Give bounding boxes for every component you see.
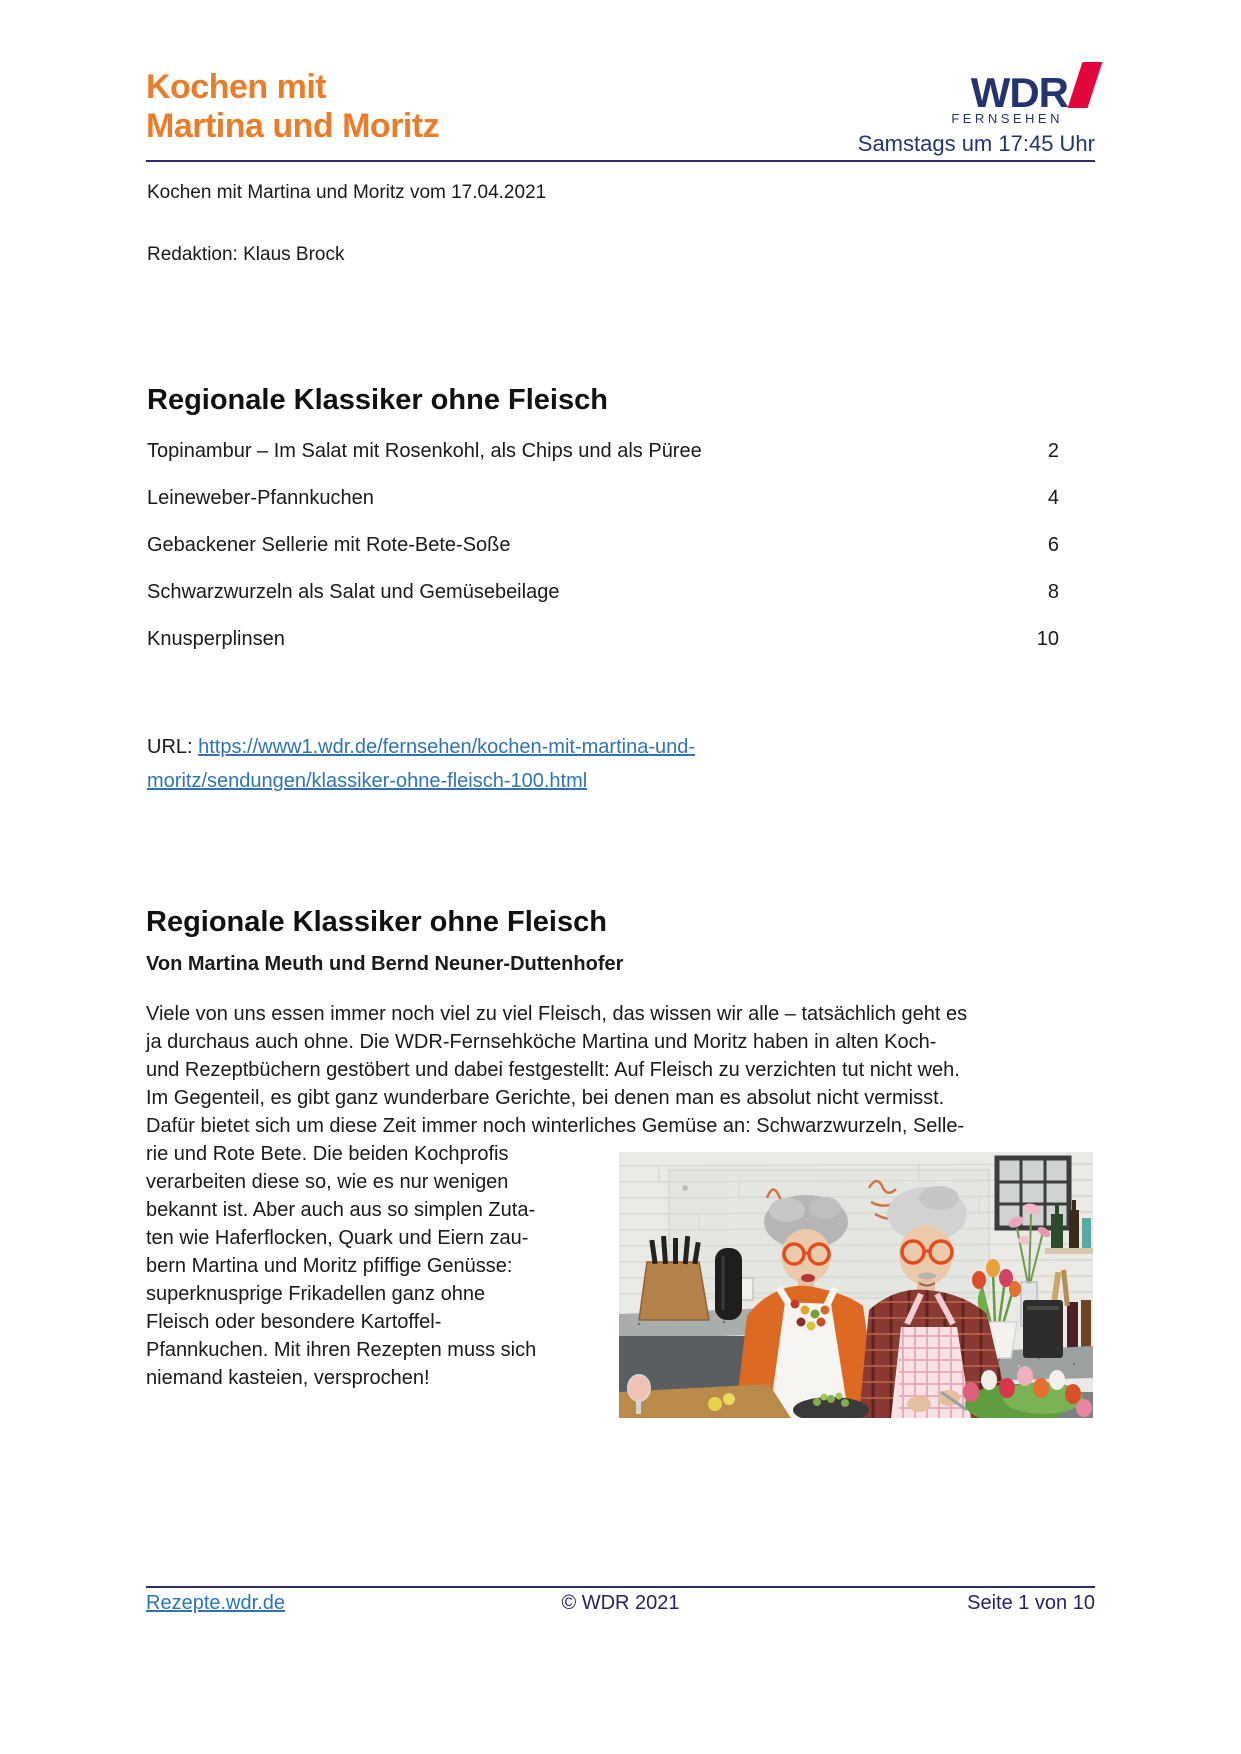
article-byline: Von Martina Meuth und Bernd Neuner-Duttenhofer bbox=[146, 953, 624, 975]
show-logo-line1: Kochen mit bbox=[146, 68, 327, 106]
toc-entry bbox=[147, 628, 1059, 650]
wdr-fernsehen-label: FERNSEHEN bbox=[951, 111, 1063, 126]
toc-entry-title: Topinambur – Im Salat mit Rosenkohl, als Chips und als Püree bbox=[147, 440, 702, 462]
body-line: und Rezeptbüchern gestöbert und dabei festgestellt: Auf Fleisch zu verzichten tut nicht weh. bbox=[146, 1059, 960, 1081]
toc-entry-title: Leineweber-Pfannkuchen bbox=[147, 487, 374, 509]
body-line: Pfannkuchen. Mit ihren Rezepten muss sich bbox=[146, 1339, 537, 1361]
toc-entry-title: Schwarzwurzeln als Salat und Gemüsebeilage bbox=[147, 581, 560, 603]
toc-entry bbox=[147, 440, 1059, 462]
body-line: bekannt ist. Aber auch aus so simplen Zuta- bbox=[146, 1199, 536, 1221]
kitchen-photo bbox=[619, 1152, 1093, 1418]
footer-rule bbox=[146, 1586, 1095, 1588]
wdr-logo bbox=[858, 62, 1095, 116]
body-line: niemand kasteien, versprochen! bbox=[146, 1367, 430, 1389]
article bbox=[146, 905, 1095, 1392]
editor-line: Redaktion: Klaus Brock bbox=[147, 244, 345, 265]
article-title: Regionale Klassiker ohne Fleisch bbox=[146, 906, 607, 938]
wdr-wordmark: WDR bbox=[970, 69, 1068, 116]
toc-entry bbox=[147, 487, 1059, 509]
body-line: Fleisch oder besondere Kartoffel- bbox=[146, 1311, 442, 1333]
toc-entry-page: 10 bbox=[1036, 628, 1059, 650]
rezepte-wdr-link[interactable]: Rezepte.wdr.de bbox=[146, 1592, 285, 1614]
toc-entry-title: Gebackener Sellerie mit Rote-Bete-Soße bbox=[147, 534, 511, 556]
url-block bbox=[147, 730, 695, 798]
toc-entry-page: 8 bbox=[1047, 581, 1059, 603]
footer bbox=[146, 1592, 1095, 1615]
toc-entry-page: 4 bbox=[1047, 487, 1059, 509]
toc-entry bbox=[147, 534, 1059, 556]
url-label: URL: bbox=[147, 736, 199, 758]
header-rule bbox=[146, 160, 1095, 162]
body-line: verarbeiten diese so, wie es nur wenigen bbox=[146, 1171, 509, 1193]
show-logo-line2: Martina und Moritz bbox=[146, 107, 440, 145]
body-line: Dafür bietet sich um diese Zeit immer noch winterliches Gemüse an: Schwarzwurzeln, Selle- bbox=[146, 1115, 965, 1137]
episode-url-link-line2[interactable]: moritz/sendungen/klassiker-ohne-fleisch-100.html bbox=[147, 770, 588, 792]
toc-entry-page: 6 bbox=[1047, 534, 1059, 556]
body-line: superknusprige Frikadellen ganz ohne bbox=[146, 1283, 486, 1305]
broadcast-time: Samstags um 17:45 Uhr bbox=[857, 131, 1095, 156]
toc-entry bbox=[147, 581, 1059, 603]
wdr-brand-block bbox=[858, 62, 1095, 157]
copyright: © WDR 2021 bbox=[561, 1592, 680, 1614]
body-line: ja durchaus auch ohne. Die WDR-Fernsehköche Martina und Moritz haben in alten Koch- bbox=[146, 1031, 937, 1053]
body-line: Im Gegenteil, es gibt ganz wunderbare Gerichte, bei denen man es absolut nicht vermisst. bbox=[146, 1087, 945, 1109]
show-logo bbox=[146, 68, 439, 146]
episode-url-link[interactable]: https://www1.wdr.de/fernsehen/kochen-mit-martina-und- bbox=[198, 736, 696, 758]
toc-entry-title: Knusperplinsen bbox=[147, 628, 285, 650]
toc-entry-page: 2 bbox=[1047, 440, 1059, 462]
wdr-logo-slash-icon bbox=[1068, 62, 1103, 108]
body-line: Viele von uns essen immer noch viel zu viel Fleisch, das wissen wir alle – tatsächlich geht es bbox=[146, 1003, 968, 1025]
toc-title: Regionale Klassiker ohne Fleisch bbox=[147, 384, 608, 416]
body-line: rie und Rote Bete. Die beiden Kochprofis bbox=[146, 1143, 509, 1165]
table-of-contents bbox=[147, 380, 1059, 675]
body-line: ten wie Haferflocken, Quark und Eiern zau- bbox=[146, 1227, 529, 1249]
episode-line: Kochen mit Martina und Moritz vom 17.04.2021 bbox=[147, 182, 547, 203]
page-indicator: Seite 1 von 10 bbox=[967, 1592, 1095, 1614]
body-line: bern Martina und Moritz pfiffige Genüsse: bbox=[146, 1255, 513, 1277]
